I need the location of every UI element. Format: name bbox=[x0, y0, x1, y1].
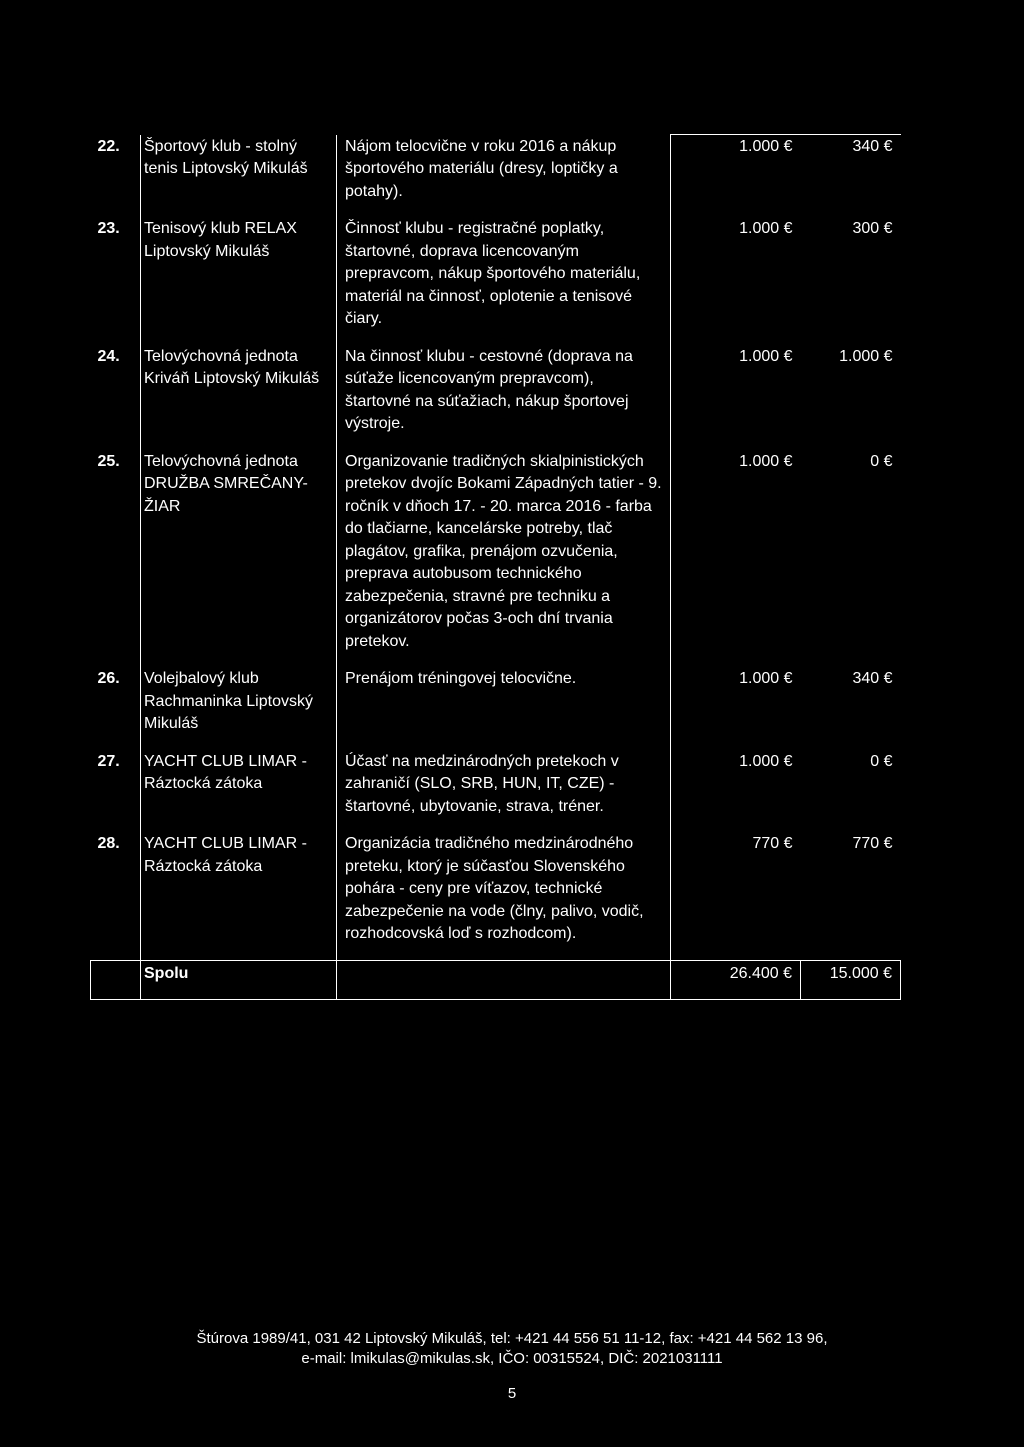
table-row bbox=[91, 135, 901, 218]
row-number: 27. bbox=[97, 752, 120, 770]
granted-amount: 0 € bbox=[870, 452, 893, 470]
purpose-description: Účasť na medzinárodných pretekoch v zahraničí (SLO, SRB, HUN, IT, CZE) - štartovné, ubytovanie, strava, tréner. bbox=[337, 750, 671, 833]
row-number: 28. bbox=[97, 835, 120, 852]
organization-name: Volejbalový klub Rachmaninka Liptovský Mikuláš bbox=[141, 667, 337, 750]
total-empty-cell bbox=[91, 960, 141, 999]
table-row bbox=[91, 450, 901, 668]
organization-name: YACHT CLUB LIMAR - Ráztocká zátoka bbox=[141, 750, 337, 833]
requested-amount: 1.000 € bbox=[671, 667, 801, 750]
row-number: 22. bbox=[97, 137, 120, 155]
total-label: Spolu bbox=[141, 960, 337, 999]
table-row bbox=[91, 345, 901, 450]
granted-amount: 770 € bbox=[852, 835, 893, 852]
row-number: 25. bbox=[97, 452, 120, 470]
total-granted-amount: 15.000 € bbox=[801, 960, 901, 999]
organization-name: YACHT CLUB LIMAR - Ráztocká zátoka bbox=[141, 832, 337, 960]
requested-amount: 1.000 € bbox=[671, 217, 801, 345]
organization-name: Tenisový klub RELAX Liptovský Mikuláš bbox=[141, 217, 337, 345]
table-row bbox=[91, 217, 901, 345]
total-empty-description bbox=[337, 960, 671, 999]
table-row bbox=[91, 667, 901, 750]
granted-amount: 300 € bbox=[852, 220, 893, 237]
organization-name: Športový klub - stolný tenis Liptovský Mikuláš bbox=[141, 135, 337, 218]
requested-amount: 1.000 € bbox=[671, 135, 801, 218]
total-row bbox=[91, 960, 901, 999]
purpose-description: Prenájom tréningovej telocvične. bbox=[337, 667, 671, 750]
granted-amount: 340 € bbox=[852, 670, 893, 687]
footer-contact: e-mail: lmikulas@mikulas.sk, IČO: 00315524, DIČ: 2021031111 bbox=[301, 1350, 723, 1367]
purpose-description: Nájom telocvične v roku 2016 a nákup športového materiálu (dresy, loptičky a potahy). bbox=[337, 135, 671, 218]
footer-address: Štúrova 1989/41, 031 42 Liptovský Mikuláš, tel: +421 44 556 51 11-12, fax: +421 44 562 13 96, bbox=[196, 1330, 828, 1347]
row-number: 26. bbox=[97, 670, 120, 687]
purpose-description: Na činnosť klubu - cestovné (doprava na súťaže licencovaným prepravcom), štartovné na súťažiach, nákup športovej výstroje. bbox=[337, 345, 671, 450]
row-number: 24. bbox=[97, 347, 120, 365]
row-number: 23. bbox=[97, 220, 120, 237]
organization-name: Telovýchovná jednota Kriváň Liptovský Mikuláš bbox=[141, 345, 337, 450]
table-row bbox=[91, 750, 901, 833]
requested-amount: 1.000 € bbox=[671, 450, 801, 668]
granted-amount: 340 € bbox=[801, 135, 901, 218]
purpose-description: Činnosť klubu - registračné poplatky, štartovné, doprava licencovaným prepravcom, nákup športového materiálu, materiál na činnosť, oplotenie a tenisové čiary. bbox=[337, 217, 671, 345]
granted-amount: 1.000 € bbox=[839, 347, 893, 365]
purpose-description: Organizácia tradičného medzinárodného preteku, ktorý je súčasťou Slovenského pohára - ceny pre víťazov, technické zabezpečenie na vode (člny, palivo, vodič, rozhodcovská loď s rozhodcom). bbox=[337, 832, 671, 960]
requested-amount: 1.000 € bbox=[671, 750, 801, 833]
requested-amount: 770 € bbox=[671, 832, 801, 960]
page-number: 5 bbox=[507, 1385, 517, 1402]
granted-amount: 0 € bbox=[870, 752, 893, 770]
organization-name: Telovýchovná jednota DRUŽBA SMREČANY-ŽIAR bbox=[141, 450, 337, 668]
table-row bbox=[91, 832, 901, 960]
requested-amount: 1.000 € bbox=[671, 345, 801, 450]
grants-table bbox=[90, 134, 901, 1000]
purpose-description: Organizovanie tradičných skialpinistických pretekov dvojíc Bokami Západných tatier - 9. ročník v dňoch 17. - 20. marca 2016 - farba do tlačiarne, kancelárske potreby, tlač plagátov, grafika, prenájom ozvučenia, preprava autobusom technického zabezpečenia, stravné pre techniku a organizátorov počas 3-och dní trvania pretekov. bbox=[337, 450, 671, 668]
total-requested-amount: 26.400 € bbox=[671, 960, 801, 999]
